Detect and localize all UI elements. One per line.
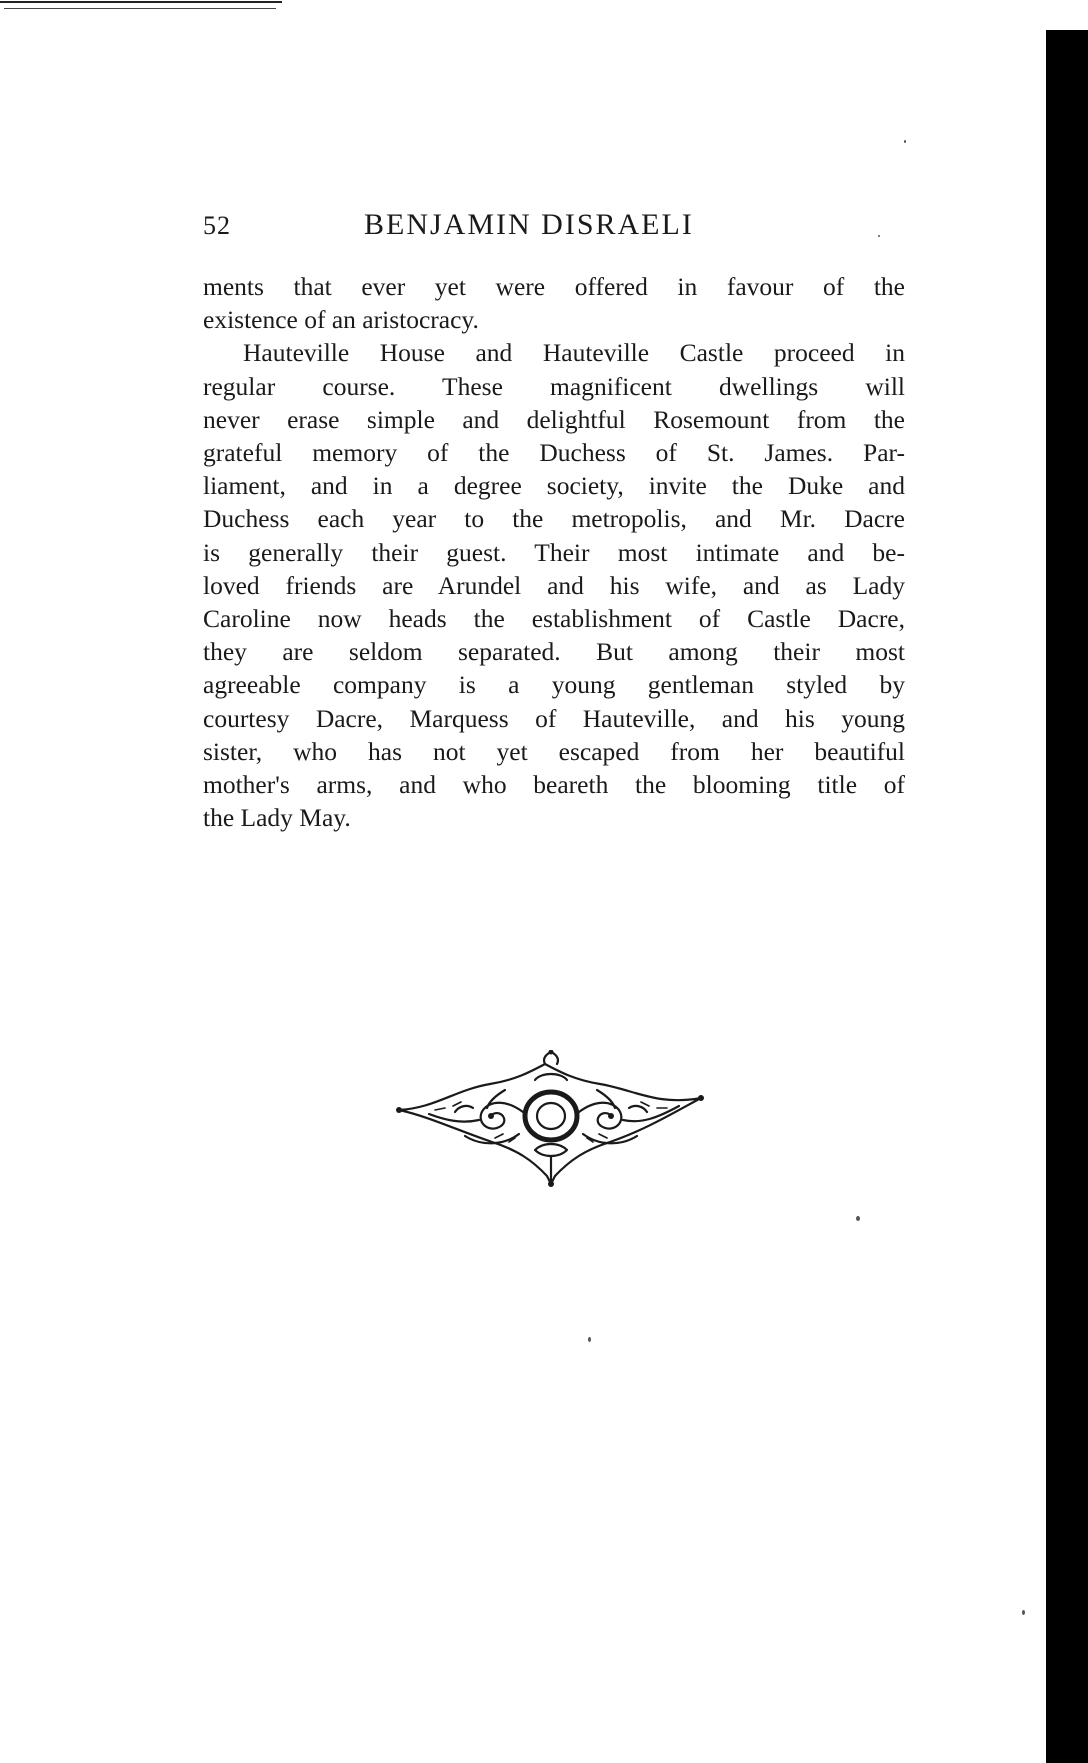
page-number: 52 bbox=[203, 211, 231, 240]
text-line: liament, and in a degree society, invite the Duke and bbox=[203, 471, 905, 501]
scan-speck bbox=[904, 140, 906, 143]
text-line: they are seldom separated. But among their most bbox=[203, 637, 905, 667]
text-line: Caroline now heads the establishment of Castle Dacre, bbox=[203, 604, 905, 634]
text-line: courtesy Dacre, Marquess of Hauteville, and his young bbox=[203, 703, 905, 733]
text-line: mother's arms, and who beareth the blooming title of bbox=[203, 770, 905, 800]
text-line: Hauteville House and Hauteville Castle proceed in bbox=[243, 338, 905, 368]
running-title: BENJAMIN DISRAELI bbox=[364, 208, 694, 241]
scan-edge-shadow bbox=[1046, 30, 1088, 1763]
text-line: agreeable company is a young gentleman styled by bbox=[203, 670, 905, 700]
top-rule bbox=[0, 0, 282, 12]
scan-speck bbox=[878, 235, 880, 237]
scan-speck bbox=[1022, 1610, 1025, 1615]
text-line: ments that ever yet were offered in favour of the bbox=[203, 272, 905, 301]
text-line: the Lady May. bbox=[203, 803, 351, 833]
body-text bbox=[203, 270, 905, 834]
paragraph-2 bbox=[203, 336, 905, 834]
scan-speck bbox=[588, 1337, 591, 1342]
paragraph-1 bbox=[203, 270, 905, 336]
text-line: existence of an aristocracy. bbox=[203, 305, 479, 335]
page-header bbox=[203, 203, 903, 247]
text-line: sister, who has not yet escaped from her beautiful bbox=[203, 736, 905, 766]
scan-speck bbox=[856, 1216, 860, 1221]
text-line: Duchess each year to the metropolis, and Mr. Dacre bbox=[203, 504, 905, 534]
text-line: regular course. These magnificent dwellings will bbox=[203, 371, 905, 401]
text-line: never erase simple and delightful Rosemount from the bbox=[203, 404, 905, 434]
text-line: is generally their guest. Their most intimate and be- bbox=[203, 537, 905, 567]
floral-tailpiece-ornament-icon bbox=[395, 1050, 707, 1190]
text-line: grateful memory of the Duchess of St. James. Par- bbox=[203, 438, 905, 468]
text-line: loved friends are Arundel and his wife, and as Lady bbox=[203, 570, 905, 600]
